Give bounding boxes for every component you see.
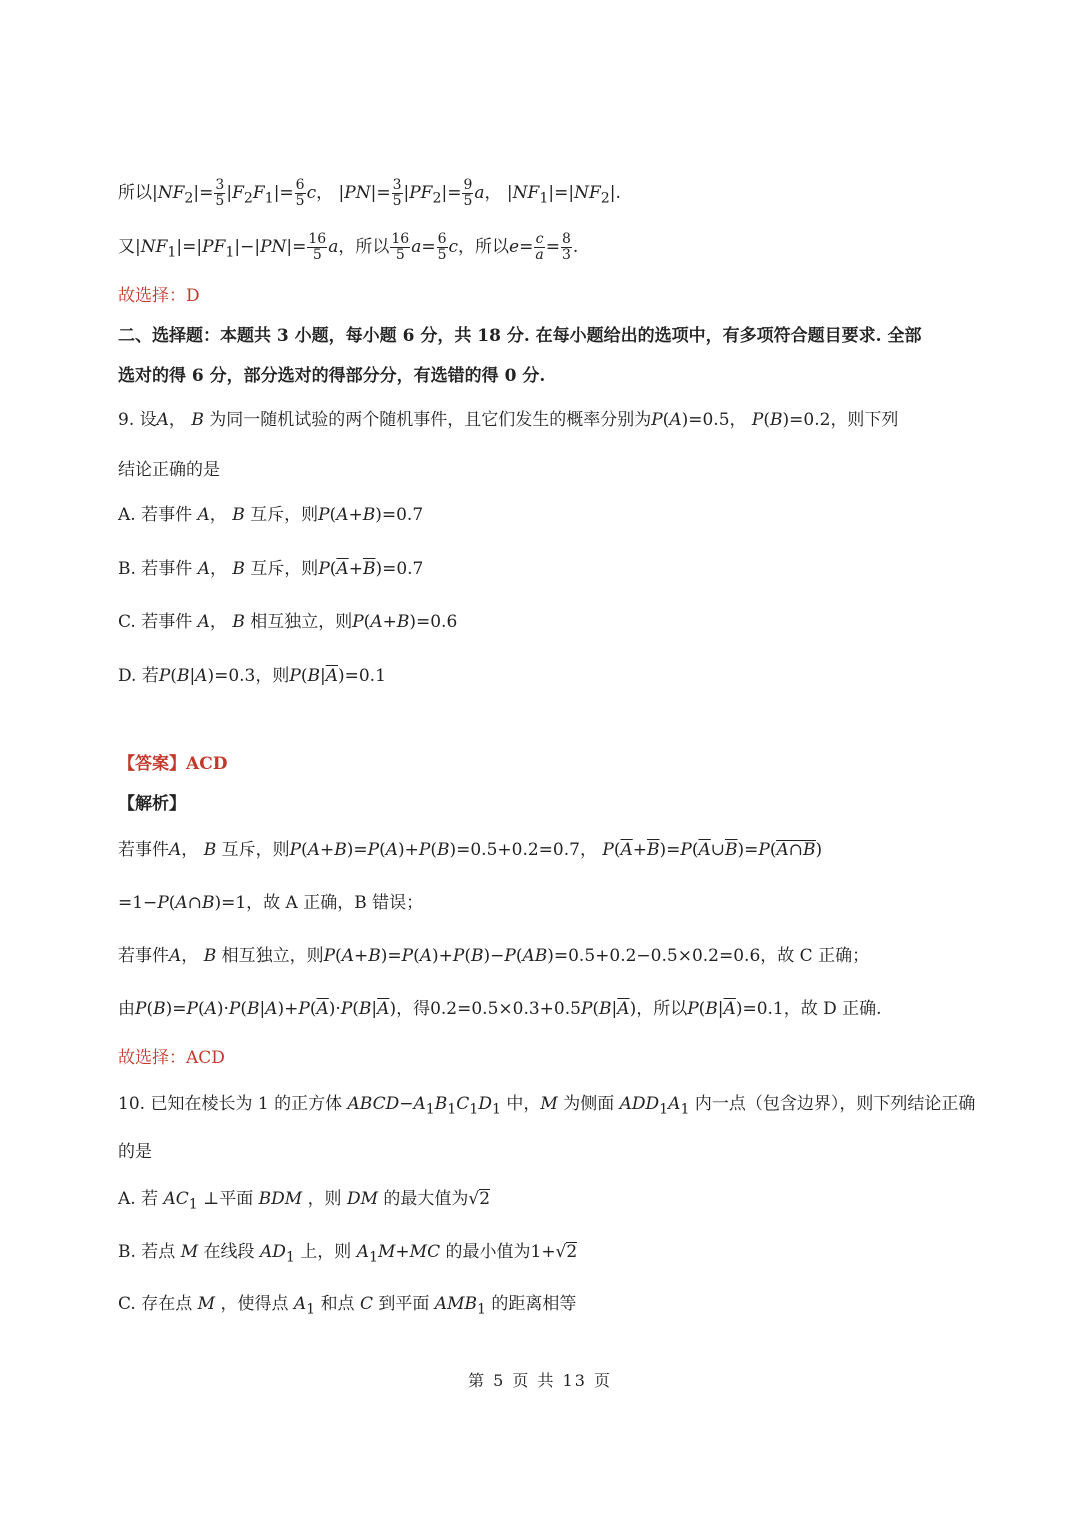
- page-footer: 第 5 页 共 13 页: [468, 1371, 612, 1390]
- analysis-line-1: 若事件A， B 互斥，则P(A+B)=P(A)+P(B)=0.5+0.2=0.7， $P(\overline{A}+\overline{B})=P(\overline{A}\cup\overline{B})=P(A\cap B)$: [118, 840, 823, 860]
- section2-heading-line1: 二、选择题：本题共 3 小题，每小题 6 分，共 18 分. 在每小题给出的选项中，有多项符合题目要求. 全部: [118, 326, 922, 346]
- answer-label: 【答案】ACD: [118, 754, 228, 774]
- choose-answer-d: 故选择：D: [118, 286, 200, 306]
- q9-option-a: A. 若事件 A， B 互斥，则P(A+B)=0.7: [118, 505, 424, 525]
- analysis-line-2: =1−P(A∩B)=1，故 A 正确，B 错误；: [118, 893, 424, 913]
- analysis-line-4: 由$P(B)=P(A)\cdot P(B|A)+P(\overline{A})\cdot P(B|\overline{A})$，得$0.2=0.5\times 0.3+0.5P(B|\overline{A})$，所以$P(B|\overline{A})=0.1$，故 D 正确.: [118, 999, 882, 1019]
- q9-option-d: D. 若P(B|A)=0.3，则$P(B|\overline{A})=0.1$: [118, 666, 386, 686]
- analysis-label: 【解析】: [118, 794, 186, 814]
- q10-option-b: B. 若点 M 在线段 $AD_1$ 上，则 $A_1M+MC$ 的最小值为1+√2: [118, 1242, 578, 1266]
- solution-line-1: 所以$|NF_2|=$ $\frac{3}{5}$ $|F_2F_1|=$ $\frac{6}{5}$ c， |PN|= $\frac{3}{5}$ $|PF_2|=$ $\frac{9}{5}$ a， $|NF_1|=|NF_2|$.: [118, 177, 621, 209]
- q10-stem-line1: 10. 已知在棱长为 1 的正方体 $ABCD-A_1B_1C_1D_1$ 中，M 为侧面 $ADD_1A_1$ 内一点（包含边界），则下列结论正确: [118, 1094, 976, 1118]
- q9-option-c: C. 若事件 A， B 相互独立，则P(A+B)=0.6: [118, 612, 458, 632]
- q10-stem-line2: 的是: [118, 1142, 152, 1162]
- analysis-line-3: 若事件A， B 相互独立，则P(A+B)=P(A)+P(B)−P(AB)=0.5+0.2−0.5×0.2=0.6，故 C 正确；: [118, 946, 870, 966]
- q9-option-b: B. 若事件 A， B 互斥，则$P(\overline{A}+\overline{B})=0.7$: [118, 559, 424, 579]
- q9-stem-line2: 结论正确的是: [118, 460, 220, 480]
- q9-stem-line1: 9. 设A， B 为同一随机试验的两个随机事件，且它们发生的概率分别为P(A)=0.5， P(B)=0.2，则下列: [118, 410, 899, 430]
- solution-line-2: 又$|NF_1|=|PF_1|-|PN|=$ $\frac{16}{5}$ a，所以 $\frac{16}{5}$ a= $\frac{6}{5}$ c，所以e= $\frac{c}{a}$ = $\frac{8}{3}$ .: [118, 231, 579, 263]
- choose-answer-acd: 故选择：ACD: [118, 1048, 225, 1068]
- q10-option-a: A. 若 $AC_1$ ⊥平面 BDM ，则 DM 的最大值为√2: [118, 1189, 491, 1213]
- q10-option-c: C. 存在点 M ，使得点 $A_1$ 和点 C 到平面 $AMB_1$ 的距离相等: [118, 1294, 577, 1318]
- section2-heading-line2: 选对的得 6 分，部分选对的得部分分，有选错的得 0 分.: [118, 366, 546, 386]
